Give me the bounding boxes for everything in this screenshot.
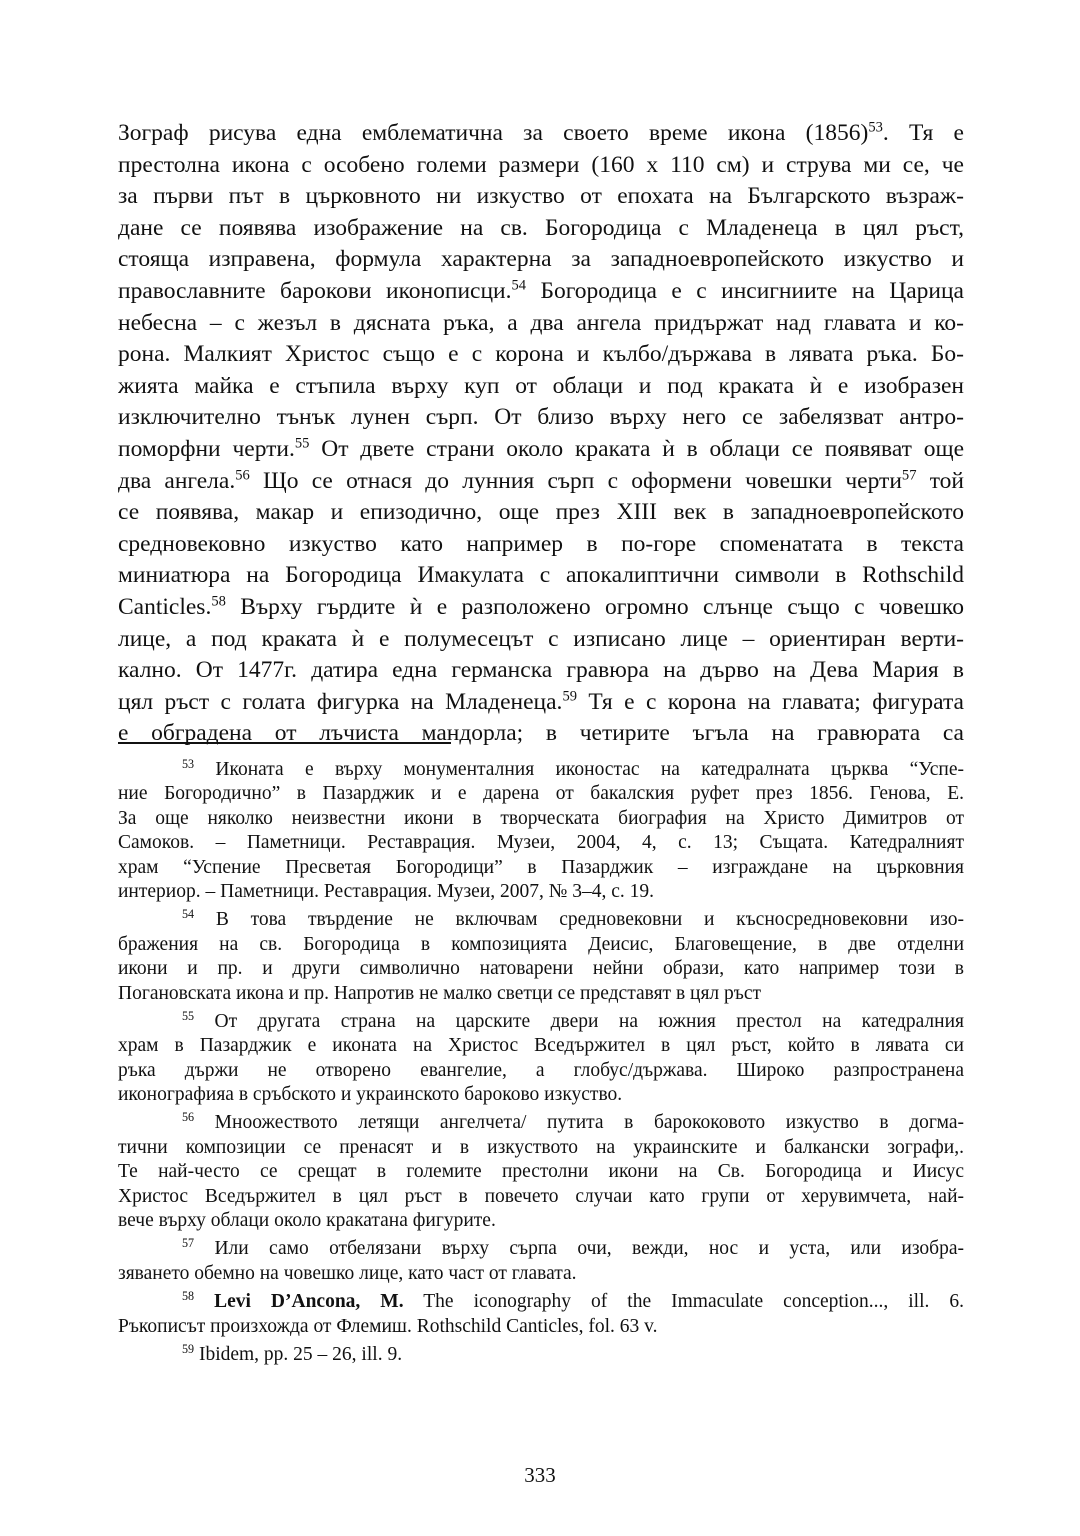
footnote-53 — [118, 758, 964, 908]
text-line — [118, 560, 964, 592]
text-segment: изключително тънък лунен сърп. От близо върху него се забелязват антро- — [118, 404, 964, 431]
footnote-line — [118, 1034, 964, 1058]
footnote-text: вече върху облаци около кракатана фигурите. — [118, 1210, 496, 1232]
footnote-line — [118, 1343, 964, 1367]
footnote-text: Ibidem, pp. 25 – 26, ill. 9. — [194, 1343, 403, 1365]
footnote-ref: 58 — [211, 593, 226, 610]
text-segment: Canticles. — [118, 593, 212, 620]
text-line — [118, 718, 964, 750]
footnote-text: храм “Успение Пресветая Богородици” в Пазарджик – изграждане на църковния — [118, 856, 964, 878]
text-line — [118, 276, 964, 308]
text-segment: цял ръст с голата фигурка на Младенеца. — [118, 688, 563, 715]
text-line — [118, 497, 964, 529]
text-segment: Тя е с корона на главата; фигурата — [577, 688, 964, 715]
text-line — [118, 592, 964, 624]
footnote-number: 54 — [182, 908, 195, 922]
text-line — [118, 150, 964, 182]
text-line — [118, 434, 964, 466]
footnote-line — [118, 1111, 964, 1135]
text-segment: православните барокови иконописци. — [118, 277, 512, 304]
footnote-text: Иконата е върху монументалния иконостас на катедралната църква “Успе- — [194, 759, 964, 780]
footnote-number: 53 — [182, 758, 195, 771]
footnote-text: ние Богородично” в Пазарджик и е дарена от бакалския руфет през 1856. Генова, Е. — [118, 783, 964, 805]
text-segment: поморфни черти. — [118, 435, 295, 462]
footnote-line — [118, 758, 964, 782]
footnote-number: 55 — [182, 1009, 195, 1023]
text-segment: е обградена от лъчиста мандорла; в четирите ъгъла на гравюрата са — [118, 720, 964, 747]
footnote-line — [118, 1315, 964, 1339]
footnote-line — [118, 880, 964, 904]
footnote-text: Христос Вседържител в цял ръст в повечето случаи като групи от херувимчета, най- — [118, 1185, 964, 1207]
footnote-text: интериор. – Паметници. Реставрация. Музеи, 2007, № 3–4, с. 19. — [118, 880, 655, 902]
footnote-line — [118, 782, 964, 806]
footnote-line — [118, 982, 964, 1006]
footnote-line — [118, 1185, 964, 1209]
footnote-54 — [118, 908, 964, 1010]
text-line — [118, 655, 964, 687]
footnote-line — [118, 1237, 964, 1261]
footnote-ref: 59 — [562, 687, 577, 704]
text-line — [118, 244, 964, 276]
text-segment: той — [916, 467, 964, 494]
footnote-text: The iconography of the Immaculate conception..., ill. 6. — [403, 1291, 964, 1313]
footnote-56 — [118, 1111, 964, 1237]
footnote-text: За още няколко неизвестни икони в творческата биография на Христо Димитров от — [118, 807, 964, 829]
footnote-line — [118, 807, 964, 831]
footnote-number: 59 — [182, 1342, 195, 1356]
footnote-text: Самоков. – Паметници. Реставрация. Музеи, 2004, 4, с. 13; Същата. Катедралният — [118, 832, 964, 854]
footnote-text: Мноожеството летящи ангелчета/ путита в барококовото изкуство в догма- — [194, 1112, 964, 1134]
footnote-ref: 55 — [294, 435, 310, 452]
page-number: 333 — [524, 1463, 556, 1487]
footnote-number: 56 — [182, 1111, 195, 1125]
footnote-text: бражения на св. Богородица в композицията Деисис, Благовещение, в две отделни — [118, 933, 964, 955]
footnote-author: Levi D’Ancona, M. — [194, 1291, 404, 1313]
footnote-text: тични композиции се пренасят и в изкуството на украинските и балкански зографи,. — [118, 1136, 964, 1158]
footnote-line — [118, 1262, 964, 1286]
footnote-number: 58 — [182, 1290, 195, 1303]
footnote-line — [118, 1136, 964, 1160]
text-segment: От двете страни около краката ѝ в облаци се появяват още — [309, 435, 964, 462]
footnote-line — [118, 957, 964, 981]
text-segment: лице, а под краката ѝ е полумесецът с изписано лице – ориентиран верти- — [118, 625, 964, 652]
footnote-text: ръка държи не отворено евангелие, а глобус/държава. Широко разпространена — [118, 1059, 964, 1081]
footnote-line — [118, 856, 964, 880]
footnotes — [118, 758, 964, 1371]
footnote-separator — [118, 742, 451, 744]
footnote-text: Погановската икона и пр. Напротив не малко светци се представят в цял ръст — [118, 982, 762, 1004]
footnote-number: 57 — [182, 1237, 195, 1251]
text-segment: стояща изправена, формула характерна за западноевропейското изкуство и — [118, 246, 964, 273]
footnote-line — [118, 1290, 964, 1314]
footnote-ref: 56 — [235, 466, 250, 483]
text-line — [118, 181, 964, 213]
text-line — [118, 402, 964, 434]
footnote-57 — [118, 1237, 964, 1290]
text-segment: за първи път в църковното ни изкуство от епохата на Българското възраж- — [118, 183, 964, 210]
text-segment: Що се отнася до лунния сърп с оформени човешки черти — [249, 467, 902, 494]
main-text — [118, 118, 964, 750]
footnote-line — [118, 1160, 964, 1184]
text-segment: престолна икона с особено големи размери (160 х 110 см) и струва ми се, че — [118, 151, 964, 178]
text-segment: небесна – с жезъл в дясната ръка, а два ангела придържат над главата и ко- — [118, 309, 964, 336]
text-line — [118, 529, 964, 561]
footnote-text: В това твърдение не включвам средновековни и късносредновековни изо- — [194, 909, 964, 931]
text-segment: дане се появява изображение на св. Богородица с Младенеца в цял ръст, — [118, 214, 964, 241]
text-line — [118, 371, 964, 403]
footnote-line — [118, 908, 964, 932]
footnote-ref: 57 — [901, 466, 917, 483]
footnote-text: Ръкописът произхожда от Флемиш. Rothschild Canticles, fol. 63 v. — [118, 1315, 658, 1337]
footnote-text: икони и пр. и други символично натоварени нейни образи, като например този в — [118, 958, 964, 980]
text-segment: рона. Малкият Христос също е с корона и кълбо/държава в лявата ръка. Бо- — [118, 341, 964, 368]
footnote-ref: 54 — [511, 277, 527, 294]
footnote-line — [118, 1209, 964, 1233]
text-segment: Зограф рисува една емблематична за своето време икона (1856) — [118, 120, 869, 146]
footnote-line — [118, 933, 964, 957]
text-line — [118, 308, 964, 340]
footnote-58 — [118, 1290, 964, 1343]
text-segment: кално. От 1477г. датира една германска гравюра на дърво на Дева Мария в — [118, 657, 964, 684]
text-line — [118, 687, 964, 719]
footnote-text: зяването обемно на човешко лице, като част от главата. — [118, 1262, 577, 1284]
text-segment: средновековно изкуство като например в по-горе споменатата в текста — [118, 530, 964, 557]
text-segment: Богородица е с инсигниите на Царица — [526, 277, 964, 304]
footnote-ref: 53 — [868, 119, 883, 136]
text-line — [118, 118, 964, 150]
footnote-59 — [118, 1343, 964, 1371]
footnote-text: иконографияа в сръбското и украинското бароково изкуство. — [118, 1084, 623, 1106]
text-segment: Върху гърдите ѝ е разположено огромно слънце също с човешко — [225, 593, 964, 620]
text-segment: жията майка е стъпила върху куп от облаци и под краката ѝ е изобразен — [118, 372, 964, 399]
footnote-text: Те най-често се срещат в големите престолни икони на Св. Богородица и Иисус — [118, 1161, 964, 1183]
footnote-55 — [118, 1010, 964, 1112]
text-line — [118, 624, 964, 656]
footnote-line — [118, 1059, 964, 1083]
text-segment: се появява, макар и епизодично, още през ХIII век в западноевропейското — [118, 499, 964, 526]
text-line — [118, 466, 964, 498]
text-segment: . Тя е — [882, 120, 964, 146]
footnote-line — [118, 1083, 964, 1107]
footnote-text: Или само отбелязани върху сърпа очи, вежди, нос и уста, или изобра- — [194, 1238, 964, 1260]
footnote-text: храм в Пазарджик е иконата на Христос Вседържител в цял ръст, който в лявата си — [118, 1035, 964, 1057]
footnote-line — [118, 1010, 964, 1034]
text-line — [118, 213, 964, 245]
text-segment: миниатюра на Богородица Имакулата с апокалиптични символи в Rothschild — [118, 562, 964, 589]
text-line — [118, 339, 964, 371]
text-segment: два ангела. — [118, 467, 236, 494]
footnote-text: От другата страна на царските двери на южния престол на катедралния — [194, 1010, 964, 1032]
footnote-line — [118, 831, 964, 855]
